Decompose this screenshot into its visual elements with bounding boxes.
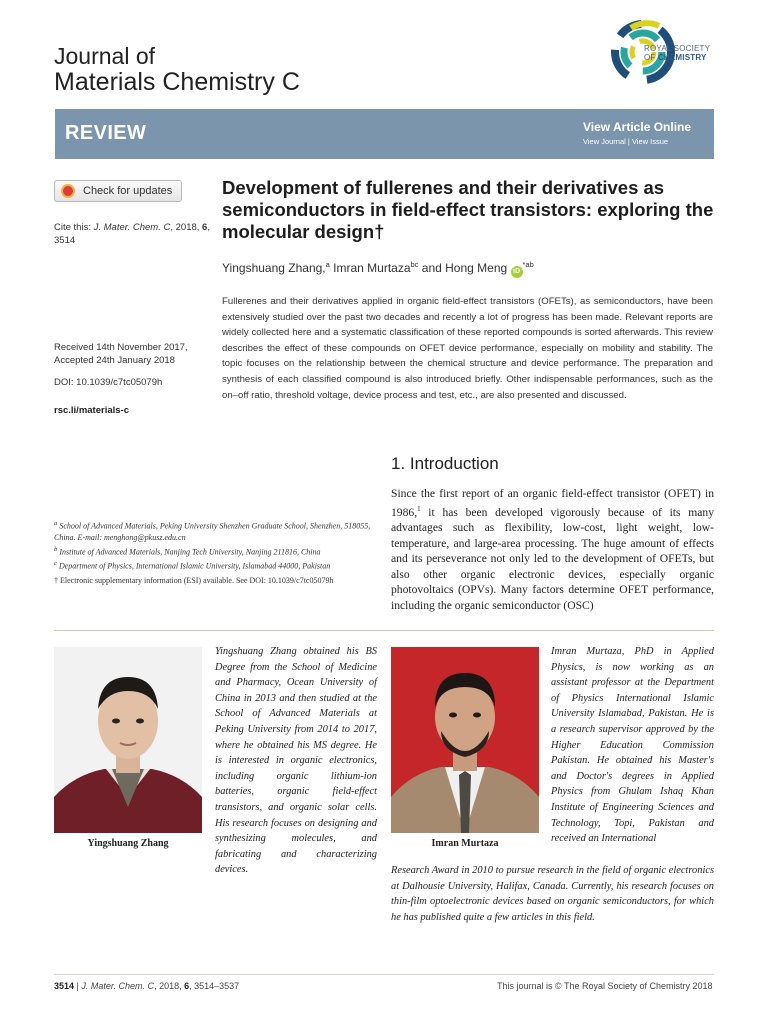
received-date: Received 14th November 2017, bbox=[54, 342, 188, 353]
view-links bbox=[583, 137, 668, 146]
affiliation-c bbox=[54, 558, 376, 572]
doi[interactable]: DOI: 10.1039/c7tc05079h bbox=[54, 377, 163, 388]
author-photo-murtaza bbox=[391, 647, 539, 833]
footer-year: , 2018, bbox=[154, 981, 185, 991]
footer-separator: | bbox=[74, 981, 82, 991]
author-1: Yingshuang Zhang, bbox=[222, 261, 326, 275]
journal-name-line1: Journal of bbox=[54, 43, 156, 69]
footer-volume: 6 bbox=[184, 981, 190, 991]
publisher-prefix: OF bbox=[644, 53, 658, 62]
footer-citation bbox=[54, 981, 239, 991]
page-number: 3514 bbox=[54, 981, 75, 991]
accepted-date: Accepted 24th January 2018 bbox=[54, 354, 175, 366]
citation bbox=[54, 221, 214, 247]
affil-b-text: Institute of Advanced Materials, Nanjing Tech University, Nanjing 211816, China bbox=[57, 547, 321, 557]
crossmark-icon bbox=[61, 184, 75, 198]
footer-pages: , 3514–3537 bbox=[189, 981, 240, 991]
section-heading: 1. Introduction bbox=[391, 454, 499, 473]
author-1-affil: a bbox=[325, 260, 330, 269]
view-article-online-link[interactable]: View Article Online bbox=[583, 120, 692, 134]
copyright: This journal is © The Royal Society of Chemistry 2018 bbox=[497, 981, 713, 991]
check-for-updates-button[interactable] bbox=[54, 180, 182, 202]
journal-name-line2: Materials Chemistry C bbox=[54, 68, 300, 96]
footer-divider bbox=[54, 974, 714, 975]
affil-a-mark: a bbox=[54, 520, 58, 527]
view-issue-link[interactable]: View Issue bbox=[631, 137, 669, 146]
intro-text-b: it has been developed vigorously because of its many advantages such as flexibility, low-cost, light weight, low-temperature, and large-area processing. The huge amount of effects and its perseverance not only led to the development of OFETs, but also other organic electronic devices, especially organic photovoltaics (OPVs). Many factors determine OFET performance, including the organic semiconductor (OSC) bbox=[391, 505, 714, 613]
affiliation-a bbox=[54, 518, 376, 544]
cite-pages: , 3514 bbox=[54, 222, 210, 246]
bio-zhang: Yingshuang Zhang obtained his BS Degree from the School of Medicine and Pharmacy, Ocean University of China in 2013 and then studied at the School of Advanced Materials at Peking University from 2014 to 2017, where he obtained his MS degree. He is interested in organic electronics, including organic lithium-ion batteries, organic field-effect transistors, and organic solar cells. His research focuses on designing and synthesizing molecules, and fabricating and characterizing devices. bbox=[215, 646, 377, 876]
dates bbox=[54, 342, 224, 367]
author-2-affil: bc bbox=[410, 260, 419, 269]
affil-b-mark: b bbox=[54, 545, 58, 553]
abstract: Fullerenes and their derivatives applied in organic field-effect transistors (OFETs), as semiconductors, have been extensively studied over the past two decades and recently a lot of progress has been made. Relevant reports are widely collected here and a systematic classification of these reported compounds is sorted afterwards. This review describes the effect of these compounds on OFET device performance, especially on mobility and stability. The topic focuses on the relationship between the chemical structure and device performance. The preparation and synthesis of each classified compound is also introduced briefly. Other indispensable performances, such as the on–off ratio, threshold voltage, device process and test, etc., are also presented and discussed. bbox=[222, 296, 713, 401]
bio-murtaza-part2: Research Award in 2010 to pursue research in the field of organic electronics at Dalhousie University, Halifax, Canada. Currently, his research focuses on thin-film optoelectronic devices based on organic semiconductors, for which he has published quite a few articles in this field. bbox=[391, 865, 714, 923]
esi-note: † Electronic supplementary information (ESI) available. See DOI: 10.1039/c7tc05079h bbox=[54, 575, 334, 585]
affil-c-mark: c bbox=[54, 559, 57, 567]
cite-journal: J. Mater. Chem. C bbox=[93, 222, 171, 233]
citation-ref[interactable]: 1 bbox=[417, 504, 421, 513]
bio-murtaza-part1: Imran Murtaza, PhD in Applied Physics, is now working as an assistant professor at the Department of Physics International Islamic University Islamabad, Pakistan. He is a research supervisor approved by the Higher Education Commission Pakistan. He obtained his Master's and Doctor's degrees in Applied Physics from Ghulam Ishaq Khan Institute of Engineering Sciences and Technology, Topi, Pakistan and received an International bbox=[551, 646, 714, 845]
article-title: Development of fullerenes and their derivatives as semiconductors in field-effect transistors: exploring the molecular design† bbox=[222, 177, 714, 242]
divider bbox=[54, 630, 714, 631]
author-2: Imran Murtaza bbox=[329, 261, 411, 275]
affil-c-text: Department of Physics, International Islamic University, Islamabad 44000, Pakistan bbox=[56, 561, 331, 571]
view-journal-link[interactable]: View Journal bbox=[583, 137, 626, 146]
footer-journal: J. Mater. Chem. C bbox=[81, 981, 155, 991]
publisher-strong: CHEMISTRY bbox=[657, 53, 707, 62]
cite-volume: 6 bbox=[202, 222, 208, 233]
affiliation-b bbox=[54, 544, 376, 558]
orcid-icon[interactable]: iD bbox=[511, 266, 523, 278]
intro-text-a: Since the first report of an organic field-effect transistor (OFET) in 1986, bbox=[391, 487, 714, 519]
publisher-name bbox=[644, 44, 710, 62]
cite-year: , 2018, bbox=[170, 222, 203, 233]
author-list bbox=[222, 260, 534, 278]
affiliations bbox=[54, 518, 376, 586]
photo-caption-zhang: Yingshuang Zhang bbox=[87, 838, 169, 849]
photo-caption-murtaza: Imran Murtaza bbox=[431, 838, 499, 849]
author-photo-zhang bbox=[54, 647, 202, 833]
author-3-affil: *ab bbox=[522, 260, 534, 269]
cite-prefix: Cite this: bbox=[54, 222, 94, 233]
publisher-line1: ROYAL SOCIETY bbox=[644, 44, 711, 53]
publisher-line2 bbox=[644, 53, 710, 62]
author-3: and Hong Meng bbox=[418, 261, 511, 275]
check-updates-label: Check for updates bbox=[83, 185, 173, 197]
intro-paragraph bbox=[391, 486, 714, 614]
section-label: REVIEW bbox=[65, 122, 147, 144]
link-separator: | bbox=[625, 137, 632, 146]
affil-a-text: School of Advanced Materials, Peking University Shenzhen Graduate School, Shenzhen, 518055, China. E-mail: menghong@pkusz.edu.cn bbox=[54, 521, 371, 543]
section-banner bbox=[55, 109, 714, 159]
journal-short-link[interactable]: rsc.li/materials-c bbox=[54, 405, 129, 416]
